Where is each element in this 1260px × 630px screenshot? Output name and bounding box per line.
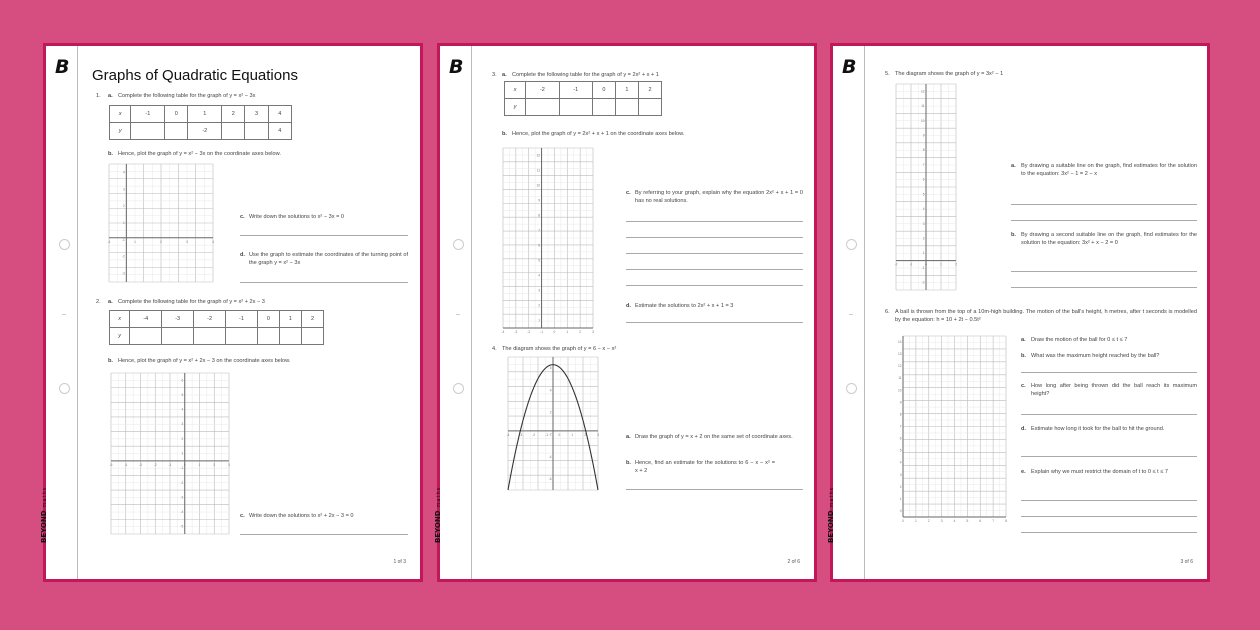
y-tick-label: -2 <box>921 280 925 285</box>
table-row <box>110 311 324 328</box>
x-value-cell: 0 <box>592 82 615 99</box>
y-value-cell[interactable] <box>638 99 661 116</box>
part-label: b. <box>1011 232 1016 238</box>
worksheet-page-2 <box>434 43 817 582</box>
answer-line[interactable] <box>1021 414 1197 415</box>
x-value-cell: 1 <box>279 311 301 328</box>
y-tick-label: 2 <box>899 484 902 489</box>
y-value-cell[interactable] <box>162 328 194 345</box>
y-tick-label: -1 <box>121 237 125 242</box>
y-tick-label: 3 <box>538 288 541 293</box>
y-tick-label: 11 <box>921 104 925 109</box>
y-tick-label: 7 <box>922 162 925 167</box>
y-value-cell[interactable] <box>245 123 268 140</box>
y-value-cell[interactable] <box>130 328 162 345</box>
part-label: d. <box>1021 426 1026 432</box>
question-text: Explain why we must restrict the domain of t to 0 ≤ t ≤ 7 <box>1031 469 1169 475</box>
y-tick-label: -3 <box>121 271 125 276</box>
y-value-cell[interactable]: 4 <box>268 123 291 140</box>
y-tick-label: 7 <box>899 424 902 429</box>
worksheet-page-1 <box>40 43 423 582</box>
x-value-cell: 4 <box>268 106 291 123</box>
y-tick-label: 5 <box>181 392 184 397</box>
x-value-cell: -3 <box>162 311 194 328</box>
x-value-cell: 2 <box>638 82 661 99</box>
y-tick-label: 6 <box>899 436 902 441</box>
y-tick-label: 6 <box>922 177 925 182</box>
y-tick-label: 2 <box>538 303 541 308</box>
y-tick-label: 8 <box>922 148 925 153</box>
y-tick-label: 4 <box>922 207 925 212</box>
x-tick-label: -4 <box>506 432 510 437</box>
question-number: 1. <box>96 93 101 99</box>
answer-line[interactable] <box>240 282 408 283</box>
punch-hole <box>59 383 70 394</box>
question-text: Estimate the solutions to 2x² + x + 1 = 3 <box>635 303 734 309</box>
x-tick-label: -2 <box>894 262 898 267</box>
fold-mark <box>456 314 460 315</box>
x-tick-label: -4 <box>501 330 505 334</box>
question-text: Write down the solutions to x² − 3x = 0 <box>249 214 345 220</box>
x-tick-label: 2 <box>584 432 587 437</box>
answer-line[interactable] <box>626 285 803 286</box>
x-tick-label: 1 <box>198 462 201 467</box>
y-tick-label: 2 <box>181 436 184 441</box>
y-tick-label: 11 <box>536 168 541 173</box>
answer-line[interactable] <box>1011 271 1197 272</box>
x-tick-label: 2 <box>927 519 930 523</box>
y-value-cell[interactable] <box>301 328 323 345</box>
page-margin-strip: B BEYONDmaths <box>833 46 865 579</box>
page-number: 2 of 6 <box>787 559 800 565</box>
y-value-cell[interactable] <box>165 123 188 140</box>
question-text: Write down the solutions to x² + 2x − 3 = 0 <box>249 513 354 519</box>
question-text: A ball is thrown from the top of a 10m-high building. The motion of the ball's height, h metres, after t seconds is modelled by the equation: h = 10 + 2t − 0.5t² <box>895 309 1197 323</box>
part-label: a. <box>108 93 113 99</box>
x-value-cell: -1 <box>559 82 592 99</box>
question-text: Complete the following table for the graph of y = x² − 3x <box>118 93 256 99</box>
part-label: d. <box>240 252 245 258</box>
y-tick-label: 12 <box>897 364 902 369</box>
question-text: By drawing a suitable line on the graph, find estimates for the solution to the equation: 3x² − 1 = 2 − x <box>1021 163 1197 177</box>
part-label: b. <box>108 151 113 157</box>
question-text: By drawing a second suitable line on the graph, find estimates for the solution to the equation: 3x² + x − 2 = 0 <box>1021 232 1197 246</box>
y-tick-label: 3 <box>181 422 184 427</box>
y-tick-label: 10 <box>536 183 541 188</box>
row-header: x <box>110 106 131 123</box>
y-tick-label: 10 <box>920 118 925 123</box>
x-tick-label: 1 <box>566 330 569 334</box>
y-tick-label: 1 <box>922 251 925 256</box>
part-label: a. <box>626 434 631 440</box>
x-tick-label: 0 <box>558 432 561 437</box>
answer-line[interactable] <box>1021 516 1197 517</box>
question-text: Draw the motion of the ball for 0 ≤ t ≤ 7 <box>1031 337 1128 343</box>
y-tick-label: -2 <box>180 480 184 485</box>
x-value-cell: 3 <box>245 106 268 123</box>
x-value-cell: -2 <box>526 82 559 99</box>
x-value-cell: 1 <box>188 106 222 123</box>
coordinate-grid[interactable] <box>896 84 956 290</box>
x-tick-label: 2 <box>213 462 216 467</box>
page-margin-strip: B BEYONDmaths <box>440 46 472 579</box>
table-row <box>505 82 662 99</box>
x-tick-label: -2 <box>527 330 531 334</box>
row-header: y <box>505 99 526 116</box>
question-text: The diagram shows the graph of y = 3x² − 1 <box>895 71 1004 77</box>
question-text: Complete the following table for the graph of y = x² + 2x − 3 <box>118 299 265 305</box>
y-tick-label: 9 <box>922 133 925 138</box>
y-value-cell[interactable] <box>257 328 279 345</box>
x-tick-label: -5 <box>109 462 113 467</box>
part-label: b. <box>108 358 113 364</box>
x-tick-label: 8 <box>1005 519 1007 523</box>
answer-line[interactable] <box>1011 287 1197 288</box>
y-tick-label: 1 <box>538 318 541 323</box>
answer-line[interactable] <box>626 237 803 238</box>
question-number: 5. <box>885 71 890 77</box>
answer-line[interactable] <box>1011 204 1197 205</box>
y-tick-label: -4 <box>180 510 184 515</box>
part-label: d. <box>626 303 631 309</box>
part-label: b. <box>1021 353 1026 359</box>
y-tick-label: 1 <box>899 496 902 501</box>
part-label: c. <box>1021 383 1026 389</box>
row-header: x <box>110 311 130 328</box>
question-text: Hence, find an estimate for the solutions to 6 − x − x² = x + 2 <box>635 460 775 474</box>
y-tick-label: 7 <box>538 228 541 233</box>
y-tick-label: -1 <box>921 265 925 270</box>
y-value-cell[interactable] <box>279 328 301 345</box>
y-tick-label: -2 <box>548 432 552 437</box>
y-tick-label: 4 <box>538 273 541 278</box>
y-tick-label: 8 <box>899 412 902 417</box>
answer-line[interactable] <box>1021 500 1197 501</box>
x-tick-label: -2 <box>532 432 536 437</box>
coordinate-grid[interactable] <box>897 336 1007 523</box>
row-header: y <box>110 123 131 140</box>
x-tick-label: -3 <box>519 432 523 437</box>
x-tick-label: 1 <box>940 262 942 267</box>
coordinate-grid[interactable] <box>109 164 213 282</box>
y-tick-label: 1 <box>123 221 125 225</box>
y-tick-label: 4 <box>181 407 184 412</box>
y-tick-label: 4 <box>549 388 552 393</box>
x-tick-label: 0 <box>925 262 927 267</box>
question-text: Estimate how long it took for the ball to hit the ground. <box>1031 426 1165 432</box>
question-number: 4. <box>492 346 497 352</box>
y-tick-label: 6 <box>181 378 184 383</box>
row-header: y <box>110 328 130 345</box>
answer-line[interactable] <box>626 489 803 490</box>
x-value-cell: -1 <box>226 311 258 328</box>
y-tick-label: 2 <box>922 236 925 241</box>
table-row <box>110 106 292 123</box>
part-label: a. <box>1011 163 1016 169</box>
part-label: e. <box>1021 469 1026 475</box>
table-row <box>505 99 662 116</box>
value-table <box>504 81 662 116</box>
y-tick-label: 5 <box>899 448 902 453</box>
x-tick-label: -2 <box>153 462 157 467</box>
y-tick-label: -3 <box>180 495 184 500</box>
y-tick-label: -6 <box>548 476 552 481</box>
value-table <box>109 310 324 345</box>
x-tick-label: 3 <box>592 330 594 334</box>
x-tick-label: 3 <box>186 239 188 244</box>
answer-line[interactable] <box>626 269 803 270</box>
x-tick-label: 0 <box>183 462 186 467</box>
x-tick-label: -1 <box>909 262 913 267</box>
y-value-cell[interactable] <box>526 99 559 116</box>
x-tick-label: -3 <box>139 462 142 467</box>
y-value-cell[interactable] <box>592 99 615 116</box>
y-tick-label: -4 <box>548 454 552 459</box>
y-tick-label: 9 <box>538 198 541 203</box>
table-row <box>110 328 324 345</box>
coordinate-grid[interactable] <box>111 373 229 534</box>
x-tick-label: 1 <box>134 239 136 244</box>
punch-hole <box>846 239 857 250</box>
brand-logo: B <box>842 56 857 78</box>
y-tick-label: 3 <box>922 221 925 226</box>
x-tick-label: 7 <box>992 519 995 523</box>
answer-line[interactable] <box>626 221 803 222</box>
question-number: 2. <box>96 299 101 305</box>
x-tick-label: 4 <box>212 239 214 244</box>
x-tick-label: -1 <box>168 462 172 467</box>
y-tick-label: 6 <box>538 243 541 248</box>
part-label: c. <box>240 513 245 519</box>
part-label: a. <box>502 72 507 78</box>
y-tick-label: 4 <box>123 170 125 175</box>
y-tick-label: 6 <box>549 366 552 371</box>
x-tick-label: 3 <box>228 462 230 467</box>
answer-line[interactable] <box>240 235 408 236</box>
y-tick-label: 0 <box>899 508 902 513</box>
coordinate-grid[interactable] <box>501 148 594 334</box>
question-number: 6. <box>885 309 890 315</box>
punch-hole <box>59 239 70 250</box>
y-tick-label: 13 <box>897 352 902 357</box>
x-tick-label: 3 <box>940 519 943 523</box>
question-text: How long after being thrown did the ball reach its maximum height? <box>1031 383 1197 397</box>
answer-line[interactable] <box>1021 456 1197 457</box>
answer-line[interactable] <box>240 534 408 535</box>
y-tick-label: -2 <box>121 254 125 259</box>
y-tick-label: -5 <box>180 524 184 529</box>
punch-hole <box>453 239 464 250</box>
answer-line[interactable] <box>1011 220 1197 221</box>
y-tick-label: 5 <box>538 258 541 263</box>
parabola-graph[interactable] <box>508 357 598 490</box>
x-tick-label: 4 <box>953 519 956 523</box>
punch-hole <box>846 383 857 394</box>
worksheet-page-3 <box>827 43 1210 582</box>
y-tick-label: 2 <box>549 410 552 415</box>
part-label: c. <box>240 214 245 220</box>
x-tick-label: 6 <box>979 519 982 523</box>
question-text: Hence, plot the graph of y = x² − 3x on the coordinate axes below. <box>118 151 281 157</box>
brand-logo: B <box>449 56 464 78</box>
y-tick-label: 3 <box>899 472 902 477</box>
punch-hole <box>453 383 464 394</box>
answer-line[interactable] <box>1021 372 1197 373</box>
value-table <box>109 105 292 140</box>
y-tick-label: 9 <box>899 400 902 405</box>
x-value-cell: -1 <box>131 106 165 123</box>
question-text: By referring to your graph, explain why the equation 2x² + x + 1 = 0 has no real solutions. <box>635 190 803 204</box>
fold-mark <box>62 314 66 315</box>
question-text: Complete the following table for the graph of y = 2x² + x + 1 <box>512 72 659 78</box>
x-tick-label: 2 <box>579 330 582 334</box>
brand-logo: B <box>55 56 70 78</box>
x-tick-label: 3 <box>597 432 599 437</box>
part-label: a. <box>1021 337 1026 343</box>
x-value-cell: 0 <box>257 311 279 328</box>
page-number: 1 of 3 <box>393 559 406 565</box>
question-number: 3. <box>492 72 497 78</box>
question-text: Use the graph to estimate the coordinates of the turning point of the graph y = x² − 3x <box>249 252 408 266</box>
question-text: Hence, plot the graph of y = x² + 2x − 3 on the coordinate axes below. <box>118 358 291 364</box>
y-tick-label: 12 <box>536 153 541 158</box>
x-value-cell: 1 <box>615 82 638 99</box>
y-tick-label: 14 <box>897 340 902 345</box>
y-tick-label: 10 <box>897 388 902 393</box>
answer-line[interactable] <box>1021 532 1197 533</box>
y-tick-label: 1 <box>181 451 184 456</box>
x-tick-label: 0 <box>902 519 904 523</box>
x-tick-label: -1 <box>540 330 543 334</box>
y-value-cell[interactable] <box>559 99 592 116</box>
y-value-cell[interactable] <box>131 123 165 140</box>
answer-line[interactable] <box>626 253 803 254</box>
table-row <box>110 123 292 140</box>
x-value-cell: 2 <box>222 106 245 123</box>
y-tick-label: -1 <box>180 466 184 471</box>
question-text: Hence, plot the graph of y = 2x² + x + 1 on the coordinate axes below. <box>512 131 685 137</box>
question-text: What was the maximum height reached by the ball? <box>1031 353 1160 359</box>
question-text: Draw the graph of y = x + 2 on the same set of coordinate axes. <box>635 434 793 440</box>
part-label: b. <box>502 131 507 137</box>
x-tick-label: 0 <box>553 330 556 334</box>
x-tick-label: 1 <box>571 432 574 437</box>
y-value-cell[interactable]: -2 <box>188 123 222 140</box>
y-tick-label: 3 <box>123 187 125 192</box>
y-value-cell[interactable] <box>226 328 258 345</box>
x-tick-label: -1 <box>545 432 548 437</box>
page-margin-strip: B BEYONDmaths <box>46 46 78 579</box>
page-title: Graphs of Quadratic Equations <box>92 67 298 84</box>
x-tick-label: -3 <box>514 330 518 334</box>
x-tick-label: 5 <box>966 519 969 523</box>
y-tick-label: 12 <box>920 89 925 94</box>
x-value-cell: 2 <box>301 311 323 328</box>
y-tick-label: 8 <box>538 213 541 218</box>
x-value-cell: 0 <box>165 106 188 123</box>
x-tick-label: -4 <box>124 462 128 467</box>
y-tick-label: 5 <box>922 192 925 197</box>
part-label: b. <box>626 460 631 466</box>
x-tick-label: 1 <box>914 519 917 523</box>
row-header: x <box>505 82 526 99</box>
part-label: c. <box>626 190 631 196</box>
answer-line[interactable] <box>626 322 803 323</box>
fold-mark <box>849 314 853 315</box>
x-value-cell: -4 <box>130 311 162 328</box>
y-tick-label: 11 <box>898 376 902 381</box>
y-tick-label: 2 <box>123 204 125 209</box>
part-label: a. <box>108 299 113 305</box>
y-value-cell[interactable] <box>615 99 638 116</box>
x-tick-label: 2 <box>160 239 162 244</box>
y-tick-label: 4 <box>899 460 902 465</box>
x-tick-label: -1 <box>107 239 111 244</box>
x-value-cell: -2 <box>194 311 226 328</box>
page-number: 3 of 6 <box>1180 559 1193 565</box>
x-tick-label: 2 <box>955 262 957 267</box>
y-value-cell[interactable] <box>222 123 245 140</box>
question-text: The diagram shows the graph of y = 6 − x − x² <box>502 346 617 352</box>
y-value-cell[interactable] <box>194 328 226 345</box>
